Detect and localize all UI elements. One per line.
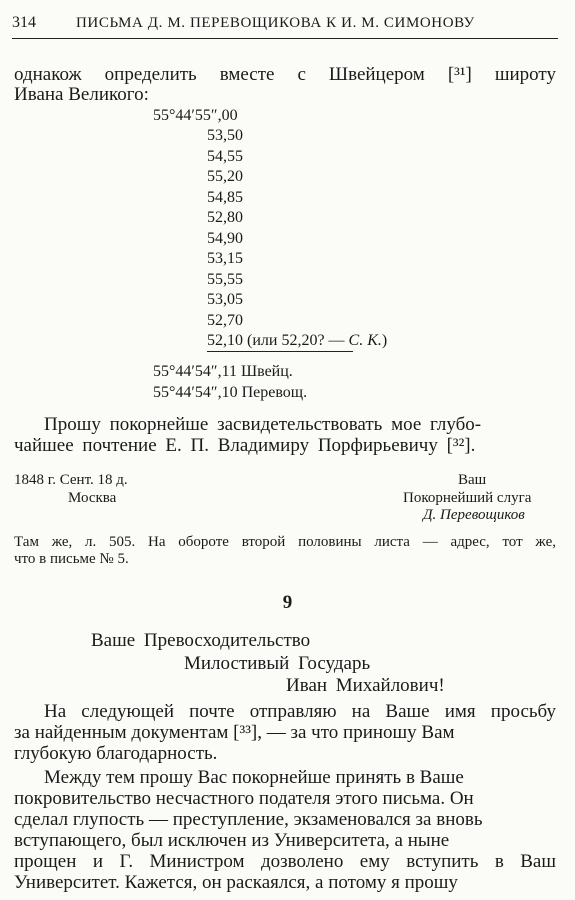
- salutation-line: Милостивый Государь: [184, 653, 371, 674]
- intro-line: Ивана Великого:: [14, 84, 149, 105]
- editor-note: (или 52,20? — С. К.): [247, 332, 388, 349]
- sum-rule: [207, 351, 353, 352]
- page-header: [12, 14, 558, 39]
- source-note-line: Там же, л. 505. На обороте второй половины листа — адрес, тот же,: [14, 534, 556, 550]
- latitude-value: 53,50: [207, 127, 243, 144]
- running-head: ПИСЬМА Д. М. ПЕРЕВОЩИКОВА К И. М. СИМОНОВУ: [76, 15, 475, 31]
- intro-line: однакож определить вместе с Швейцером [³¹] широту: [14, 64, 556, 85]
- latitude-value: 54,90: [207, 230, 243, 247]
- latitude-value: 52,10: [207, 332, 243, 349]
- body-line: прощен и Г. Министром дозволено ему вступить в Ваш: [14, 851, 556, 872]
- latitude-value: 55°44′55″,00: [153, 107, 238, 124]
- body-line: Университет. Кажется, он раскаялся, а потому я прошу: [14, 872, 458, 893]
- source-note-line: что в письме № 5.: [14, 551, 129, 567]
- result-line: 55°44′54″,10 Перевощ.: [153, 384, 308, 401]
- body-line: за найденным документам [³³], — за что приношу Вам: [14, 722, 455, 743]
- signature: Д. Перевощиков: [423, 507, 525, 523]
- latitude-value: 54,55: [207, 148, 243, 165]
- latitude-value: 53,15: [207, 250, 243, 267]
- request-line: чайшее почтение Е. П. Владимиру Порфирьевичу [³²].: [14, 435, 476, 456]
- closing-line: Покорнейший слуга: [403, 490, 532, 506]
- letter-number: 9: [282, 592, 293, 613]
- body-line: Между тем прошу Вас покорнейше принять в Ваше: [44, 767, 464, 788]
- latitude-value-last: [207, 331, 387, 351]
- latitude-value: 53,05: [207, 291, 243, 308]
- body-line: глубокую благодарность.: [14, 743, 218, 764]
- body-line: На следующей почте отправляю на Ваше имя просьбу: [44, 701, 556, 722]
- body-line: покровительство несчастного подателя этого письма. Он: [14, 788, 474, 809]
- closing-line: Ваш: [458, 472, 487, 488]
- latitude-value: 52,80: [207, 209, 243, 226]
- letter-date: 1848 г. Сент. 18 д.: [14, 472, 128, 488]
- latitude-value: 52,70: [207, 312, 243, 329]
- letter-place: Москва: [68, 490, 117, 506]
- latitude-value: 54,85: [207, 189, 243, 206]
- request-line: Прошу покорнейше засвидетельствовать мое глубо-: [44, 414, 482, 435]
- salutation-line: Ваше Превосходительство: [91, 630, 311, 651]
- latitude-value: 55,55: [207, 271, 243, 288]
- latitude-value: 55,20: [207, 168, 243, 185]
- result-line: 55°44′54″,11 Швейц.: [153, 363, 293, 380]
- salutation-line: Иван Михайлович!: [286, 675, 445, 696]
- body-line: сделал глупость — преступление, экзаменовался за вновь: [14, 809, 483, 830]
- body-line: вступающего, был исключен из Университета, а ныне: [14, 830, 450, 851]
- page-number: 314: [12, 14, 36, 31]
